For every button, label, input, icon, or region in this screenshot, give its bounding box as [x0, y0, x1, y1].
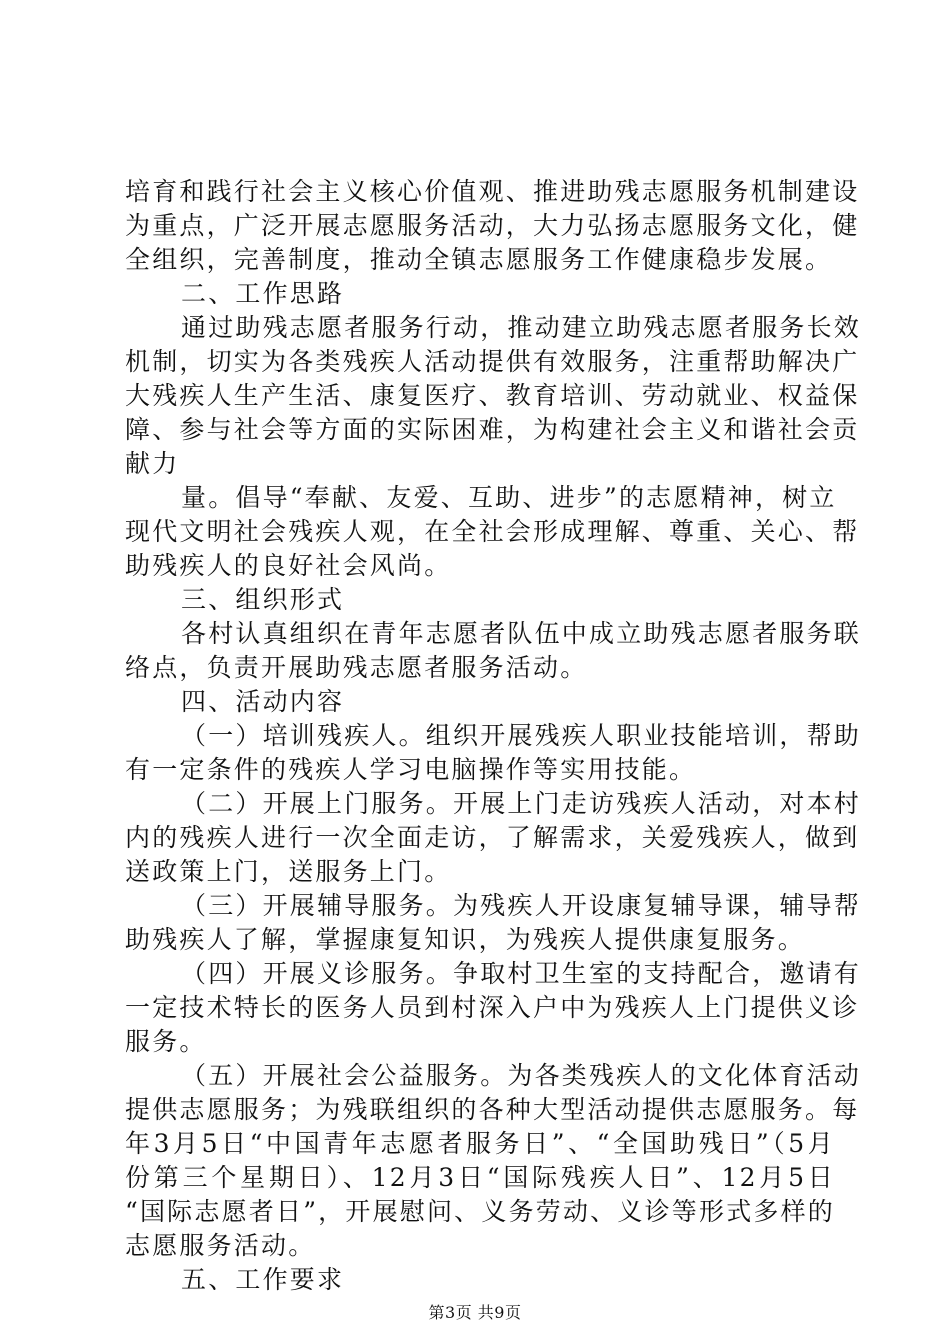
body-line-7: 大残疾人生产生活、康复医疗、教育培训、劳动就业、权益保 [125, 381, 860, 410]
body-line-2: 为重点，广泛开展志愿服务活动，大力弘扬志愿服务文化，健 [125, 211, 860, 240]
section-heading-activities: 四、活动内容 [181, 687, 345, 716]
body-line-18: 有一定条件的残疾人学习电脑操作等实用技能。 [125, 755, 697, 784]
section-heading-work-approach: 二、工作思路 [181, 279, 345, 308]
body-line-12: 助残疾人的良好社会风尚。 [125, 551, 452, 580]
body-line-30: 份第三个星期日）、12月3日“国际残疾人日”、12月5日 [125, 1163, 835, 1192]
body-line-10: 量。倡导“奉献、友爱、互助、进步”的志愿精神，树立 [181, 483, 837, 512]
body-line-5: 通过助残志愿者服务行动，推动建立助残志愿者服务长效 [181, 313, 862, 342]
body-line-17: （一）培训残疾人。组织开展残疾人职业技能培训，帮助 [181, 721, 862, 750]
body-line-9: 献力 [125, 449, 180, 478]
body-line-19: （二）开展上门服务。开展上门走访残疾人活动，对本村 [181, 789, 862, 818]
body-line-11: 现代文明社会残疾人观，在全社会形成理解、尊重、关心、帮 [125, 517, 860, 546]
section-heading-organization: 三、组织形式 [181, 585, 345, 614]
body-line-25: 一定技术特长的医务人员到村深入户中为残疾人上门提供义诊 [125, 993, 860, 1022]
body-line-14: 各村认真组织在青年志愿者队伍中成立助残志愿者服务联 [181, 619, 862, 648]
body-line-15: 络点，负责开展助残志愿者服务活动。 [125, 653, 588, 682]
body-line-29: 年3月5日“中国青年志愿者服务日”、“全国助残日”（5月 [125, 1129, 835, 1158]
body-line-22: （三）开展辅导服务。为残疾人开设康复辅导课，辅导帮 [181, 891, 862, 920]
section-heading-requirements: 五、工作要求 [181, 1265, 345, 1294]
body-line-31: “国际志愿者日”，开展慰问、义务劳动、义诊等形式多样的 [125, 1197, 835, 1226]
body-line-23: 助残疾人了解，掌握康复知识，为残疾人提供康复服务。 [125, 925, 806, 954]
page-number-footer: 第3页 共9页 [428, 1303, 522, 1322]
body-line-32: 志愿服务活动。 [125, 1231, 316, 1260]
body-line-20: 内的残疾人进行一次全面走访，了解需求，关爱残疾人，做到 [125, 823, 860, 852]
body-line-21: 送政策上门，送服务上门。 [125, 857, 452, 886]
body-line-27: （五）开展社会公益服务。为各类残疾人的文化体育活动 [181, 1061, 862, 1090]
body-line-26: 服务。 [125, 1027, 207, 1056]
body-line-8: 障、参与社会等方面的实际困难，为构建社会主义和谐社会贡 [125, 415, 860, 444]
body-line-28: 提供志愿服务；为残联组织的各种大型活动提供志愿服务。每 [125, 1095, 860, 1124]
body-line-24: （四）开展义诊服务。争取村卫生室的支持配合，邀请有 [181, 959, 862, 988]
body-line-1: 培育和践行社会主义核心价值观、推进助残志愿服务机制建设 [125, 177, 860, 206]
body-line-6: 机制，切实为各类残疾人活动提供有效服务，注重帮助解决广 [125, 347, 860, 376]
body-line-3: 全组织，完善制度，推动全镇志愿服务工作健康稳步发展。 [125, 245, 833, 274]
